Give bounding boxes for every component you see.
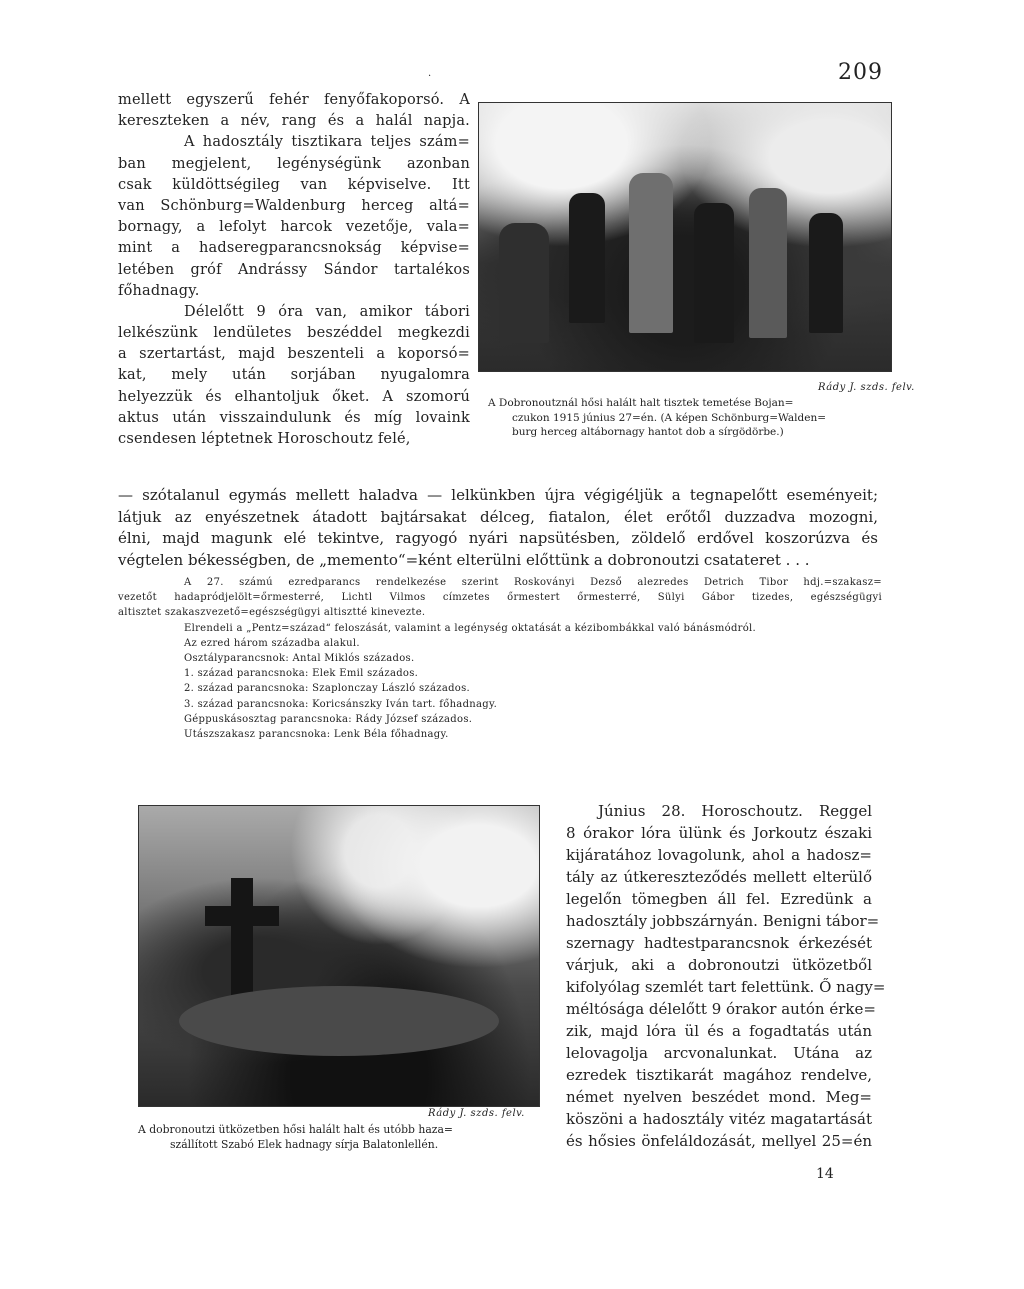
text-line: ezredek tisztikarát magához rendelve, (566, 1066, 872, 1084)
note-line: 1. század parancsnoka: Elek Emil százados. (184, 668, 419, 680)
photo-figure (569, 193, 605, 323)
text-line: lelkészünk lendületes beszéddel megkezdi (118, 325, 470, 342)
text-line: Délelőtt 9 óra van, amikor tábori (184, 303, 470, 320)
caption-line: A dobronoutzi ütközetben hősi halált halt és utóbb haza= (138, 1123, 453, 1136)
text-line: ban megjelent, legénységünk azonban (118, 155, 470, 172)
note-line: Osztályparancsnok: Antal Miklós százados. (184, 652, 415, 664)
text-line: mellett egyszerű fehér fenyőfakoporsó. A (118, 92, 470, 108)
text-line: — szótalanul egymás mellett haladva — lelkünkben újra végigéljük a tegnapelőtt eseményeit; (118, 486, 878, 504)
text-line: látjuk az enyészetnek átadott bajtársakat délceg, fiatalon, élet erőtől duzzadva mozogni, (118, 507, 878, 526)
text-line: főhadnagy. (118, 282, 200, 299)
text-line: német nyelven beszédet mond. Meg= (566, 1088, 872, 1106)
text-line: köszöni a hadosztály vitéz magatartását (566, 1110, 872, 1128)
text-line: Június 28. Horoschoutz. Reggel (598, 802, 872, 820)
right-column-text (566, 800, 886, 1152)
text-line: szernagy hadtestparancsnok érkezését (566, 934, 872, 952)
text-line: kifolyólag szemlét tart felettünk. Ő nagy= (566, 978, 886, 996)
photo-figure (499, 223, 549, 343)
text-line: van Schönburg=Waldenburg herceg altá= (118, 197, 470, 214)
photo-figure (694, 203, 734, 343)
note-line: A 27. számú ezredparancs rendelkezése szerint Roskoványi Dezső alezredes Detrich Tibor hdj.=szakasz= (184, 577, 882, 588)
text-line: helyezzük és elhantoljuk őket. A szomorú (118, 388, 470, 405)
text-line: élni, majd magunk elé tekintve, ragyogó nyári napsütésben, zöldelő erdővel koszorúzva és (118, 529, 878, 548)
photo-caption (488, 396, 826, 440)
text-line: tály az útkereszteződés mellett elterülő (566, 868, 872, 886)
cross-upright (231, 878, 253, 1008)
text-line: zik, majd lóra ül és a fogadtatás után (566, 1022, 872, 1040)
caption-line: czukon 1915 június 27=én. (A képen Schönburg=Walden= (512, 411, 827, 424)
note-line: Géppuskásosztag parancsnoka: Rády József százados. (184, 713, 473, 725)
photo-credit: Rády J. szds. felv. (818, 382, 915, 393)
note-line: 3. század parancsnoka: Koricsánszky Iván tart. főhadnagy. (184, 698, 498, 710)
note-line: 2. század parancsnoka: Szaplonczay László százados. (184, 683, 471, 695)
cross-arm (205, 906, 279, 926)
text-line: méltósága délelőtt 9 órakor autón érke= (566, 1000, 876, 1018)
photo-figure (749, 188, 787, 338)
grave-photo (138, 805, 540, 1107)
note-line: Az ezred három századba alakul. (184, 637, 360, 649)
text-line: letében gróf Andrássy Sándor tartalékos (118, 261, 470, 278)
full-width-text (118, 485, 878, 571)
footer-page-number: 14 (816, 1166, 834, 1182)
text-line: kereszteken a név, rang és a halál napja. (118, 113, 470, 130)
text-line: kat, mely után sorjában nyugalomra (118, 367, 470, 384)
text-line: és hősies önfeláldozását, mellyel 25=én (566, 1132, 872, 1150)
text-line: végtelen békességben, de „memento“=ként elterülni előttünk a dobronoutzi csatateret . . . (118, 550, 810, 569)
left-column-text (118, 90, 470, 450)
text-line: lelovagolja arcvonalunkat. Utána az (566, 1044, 872, 1062)
note-line: Utászszakasz parancsnoka: Lenk Béla főhadnagy. (184, 728, 449, 740)
note-line: altisztet szakaszvezető=egészségügyi altisztté kinevezte. (118, 607, 426, 619)
grave-mound (179, 986, 499, 1056)
text-line: kijáratához lovagolunk, ahol a hadosz= (566, 846, 872, 864)
text-line: hadosztály jobbszárnyán. Benigni tábor= (566, 912, 880, 930)
text-line: mint a hadseregparancsnokság képvise= (118, 240, 470, 257)
note-line: vezetőt hadapródjelölt=őrmesterré, Lichtl Vilmos címzetes őrmestert őrmesterré, Sülyi Gábor tizedes, egészségügyi (118, 592, 882, 604)
caption-line: A Dobronoutznál hősi halált halt tisztek temetése Bojan= (488, 397, 794, 409)
text-line: aktus után visszaindulunk és míg lovaink (118, 409, 470, 426)
text-line: várjuk, aki a dobronoutzi ütközetből (566, 956, 872, 974)
photo-credit: Rády J. szds. felv. (428, 1108, 525, 1119)
text-line: csak küldöttségileg van képviselve. Itt (118, 176, 470, 193)
text-line: a szertartást, majd beszenteli a koporsó= (118, 346, 470, 363)
caption-line: szállított Szabó Elek hadnagy sírja Balatonlellén. (170, 1137, 439, 1151)
text-line: csendesen léptetnek Horoschoutz felé, (118, 431, 411, 447)
text-line: bornagy, a lefolyt harcok vezetője, vala= (118, 219, 470, 236)
text-line: legelőn tömegben áll fel. Ezredünk a (566, 890, 872, 908)
page-mark: . (428, 68, 432, 79)
caption-line: burg herceg altábornagy hantot dob a sírgödörbe.) (512, 426, 784, 438)
photo-figure (629, 173, 673, 333)
page-number: 209 (838, 60, 883, 85)
text-line: A hadosztály tisztikara teljes szám= (184, 134, 470, 151)
regiment-orders (118, 575, 882, 742)
photo-figure (809, 213, 843, 333)
funeral-photo (478, 102, 892, 372)
photo-caption (138, 1123, 453, 1152)
text-line: 8 órakor lóra ülünk és Jorkoutz északi (566, 824, 872, 842)
note-line: Elrendeli a „Pentz=század“ feloszását, valamint a legénység oktatását a kézibombákkal való bánásmódról. (184, 622, 757, 634)
